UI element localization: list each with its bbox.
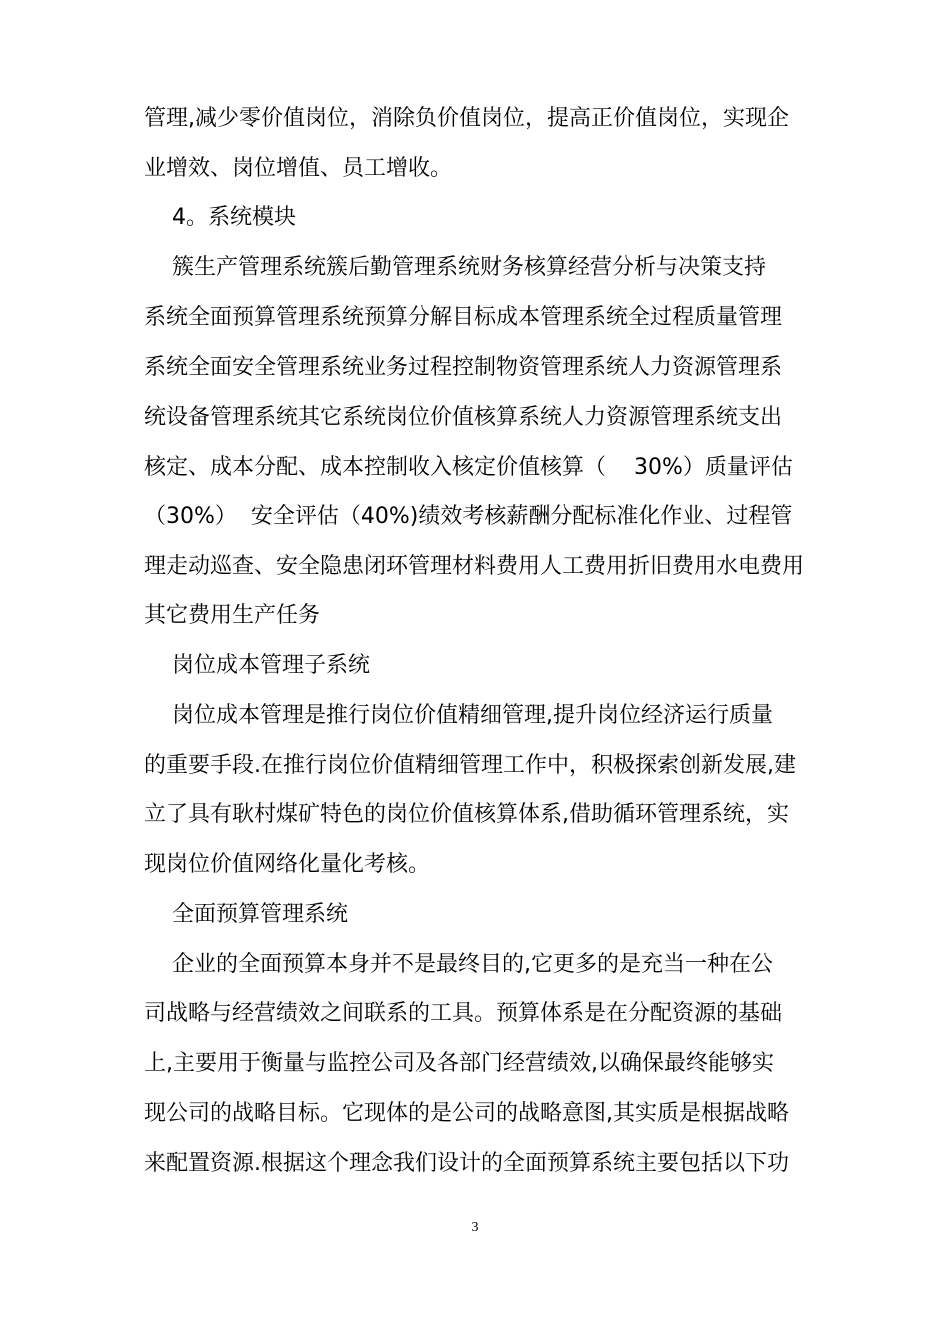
body-text-line: 其它费用生产任务: [144, 603, 321, 628]
body-text-line: 簇生产管理系统簇后勤管理系统财务核算经营分析与决策支持: [144, 255, 766, 280]
body-text-line: （30%） 安全评估（40%)绩效考核薪酬分配标准化作业、过程管: [144, 504, 793, 529]
subsection-heading: 全面预算管理系统: [144, 902, 348, 927]
body-text-line: 现公司的战略目标。它现体的是公司的战略意图,其实质是根据战略: [144, 1101, 789, 1126]
body-text-line: 理走动巡查、安全隐患闭环管理材料费用人工费用折旧费用水电费用: [144, 554, 805, 579]
body-text-line: 岗位成本管理是推行岗位价值精细管理,提升岗位经济运行质量: [144, 703, 773, 728]
body-text-line: 上,主要用于衡量与监控公司及各部门经营绩效,以确保最终能够实: [144, 1051, 774, 1076]
body-text-line: 核定、成本分配、成本控制收入核定价值核算（ 30%）质量评估: [144, 455, 793, 480]
body-text-line: 司战略与经营绩效之间联系的工具。预算体系是在分配资源的基础: [144, 1001, 783, 1026]
body-text-line: 系统全面安全管理系统业务过程控制物资管理系统人力资源管理系: [144, 355, 783, 380]
page-number: 3: [471, 1220, 479, 1235]
body-text-line: 的重要手段.在推行岗位价值精细管理工作中，积极探索创新发展,建: [144, 753, 796, 778]
section-heading: 4。系统模块: [144, 205, 296, 230]
body-text-line: 业增效、岗位增值、员工增收。: [144, 156, 453, 181]
body-text-line: 立了具有耿村煤矿特色的岗位价值核算体系,借助循环管理系统，实: [144, 802, 789, 827]
body-text-line: 企业的全面预算本身并不是最终目的,它更多的是充当一种在公: [144, 952, 773, 977]
body-text-line: 统设备管理系统其它系统岗位价值核算系统人力资源管理系统支出: [144, 405, 783, 430]
body-text-line: 现岗位价值网络化量化考核。: [144, 852, 431, 877]
body-text-line: 系统全面预算管理系统预算分解目标成本管理系统全过程质量管理: [144, 305, 783, 330]
body-text-line: 来配置资源.根据这个理念我们设计的全面预算系统主要包括以下功: [144, 1151, 789, 1176]
body-text-line: 管理,减少零价值岗位，消除负价值岗位，提高正价值岗位，实现企: [144, 106, 789, 131]
subsection-heading: 岗位成本管理子系统: [144, 653, 370, 678]
